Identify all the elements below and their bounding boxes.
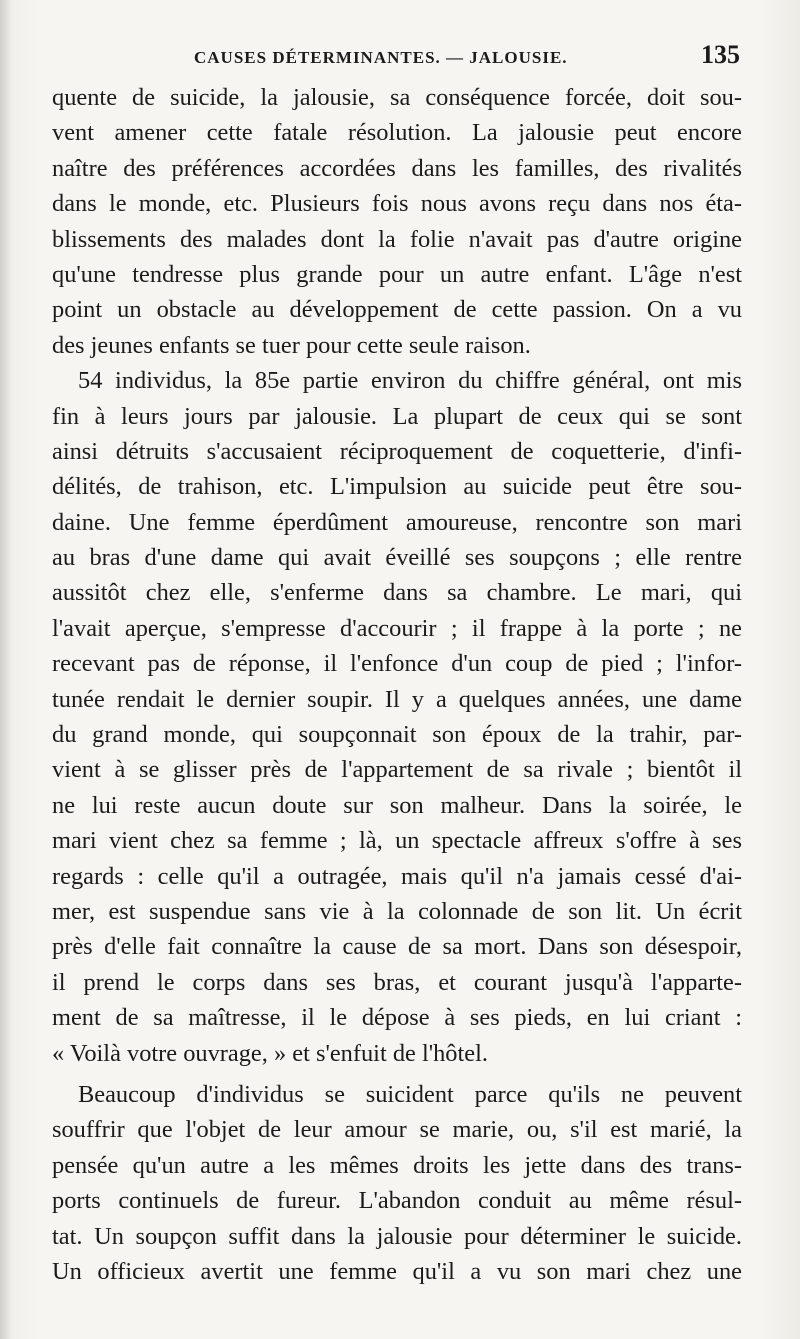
text-line: fin à leurs jours par jalousie. La plupart de ceux qui se sont bbox=[52, 402, 742, 430]
text-line: vient à se glisser près de l'appartement de sa rivale ; bientôt il bbox=[52, 756, 742, 784]
text-line: pensée qu'un autre a les mêmes droits les jette dans des trans- bbox=[52, 1151, 742, 1179]
text-line: recevant pas de réponse, il l'enfonce d'un coup de pied ; l'infor- bbox=[52, 650, 742, 678]
text-line: daine. Une femme éperdûment amoureuse, rencontre son mari bbox=[52, 508, 742, 536]
text-line: Beaucoup d'individus se suicident parce qu'ils ne peuvent bbox=[78, 1080, 742, 1108]
text-line: mer, est suspendue sans vie à la colonnade de son lit. Un écrit bbox=[52, 897, 742, 925]
text-line: ne lui reste aucun doute sur son malheur. Dans la soirée, le bbox=[52, 791, 742, 819]
text-line: Un officieux avertit une femme qu'il a vu son mari chez une bbox=[52, 1257, 742, 1285]
page-gutter-shadow bbox=[0, 0, 12, 1339]
text-line: souffrir que l'objet de leur amour se marie, ou, s'il est marié, la bbox=[52, 1116, 742, 1144]
text-line: aussitôt chez elle, s'enferme dans sa chambre. Le mari, qui bbox=[52, 579, 742, 607]
text-line: il prend le corps dans ses bras, et courant jusqu'à l'apparte- bbox=[52, 968, 742, 996]
text-line: ports continuels de fureur. L'abandon conduit au même résul- bbox=[52, 1187, 742, 1215]
text-line: 54 individus, la 85e partie environ du chiffre général, ont mis bbox=[78, 367, 742, 395]
text-line: ment de sa maîtresse, il le dépose à ses pieds, en lui criant : bbox=[52, 1004, 742, 1032]
paragraph bbox=[52, 363, 742, 1071]
text-line: vent amener cette fatale résolution. La jalousie peut encore bbox=[52, 119, 742, 147]
text-line: mari vient chez sa femme ; là, un spectacle affreux s'offre à ses bbox=[52, 827, 742, 855]
page-number: 135 bbox=[701, 40, 740, 69]
text-line: ainsi détruits s'accusaient réciproquement de coquetterie, d'infi- bbox=[52, 437, 742, 465]
body-text bbox=[52, 80, 742, 1289]
page-header bbox=[52, 40, 742, 74]
text-line: l'avait aperçue, s'empresse d'accourir ; il frappe à la porte ; ne bbox=[52, 614, 742, 642]
paragraph bbox=[52, 1077, 742, 1289]
text-line: dans le monde, etc. Plusieurs fois nous avons reçu dans nos éta- bbox=[52, 190, 742, 218]
text-line: naître des préférences accordées dans les familles, des rivalités bbox=[52, 154, 742, 182]
text-line: blissements des malades dont la folie n'avait pas d'autre origine bbox=[52, 225, 742, 253]
paragraph bbox=[52, 80, 742, 363]
text-line: regards : celle qu'il a outragée, mais qu'il n'a jamais cessé d'ai- bbox=[52, 862, 742, 890]
text-line: au bras d'une dame qui avait éveillé ses soupçons ; elle rentre bbox=[52, 544, 742, 572]
text-line: quente de suicide, la jalousie, sa conséquence forcée, doit sou- bbox=[52, 84, 742, 111]
text-line: délités, de trahison, etc. L'impulsion au suicide peut être sou- bbox=[52, 473, 742, 501]
text-line: des jeunes enfants se tuer pour cette seule raison. bbox=[52, 331, 531, 359]
text-line: qu'une tendresse plus grande pour un autre enfant. L'âge n'est bbox=[52, 260, 742, 288]
text-line: du grand monde, qui soupçonnait son époux de la trahir, par- bbox=[52, 721, 742, 749]
text-line: « Voilà votre ouvrage, » et s'enfuit de l'hôtel. bbox=[52, 1039, 488, 1067]
text-line: près d'elle fait connaître la cause de sa mort. Dans son désespoir, bbox=[52, 933, 742, 961]
text-line: tat. Un soupçon suffit dans la jalousie pour déterminer le suicide. bbox=[52, 1222, 742, 1250]
text-line: tunée rendait le dernier soupir. Il y a quelques années, une dame bbox=[52, 685, 742, 713]
text-line: point un obstacle au développement de cette passion. On a vu bbox=[52, 296, 742, 324]
running-title: CAUSES DÉTERMINANTES. — JALOUSIE. bbox=[194, 48, 568, 67]
